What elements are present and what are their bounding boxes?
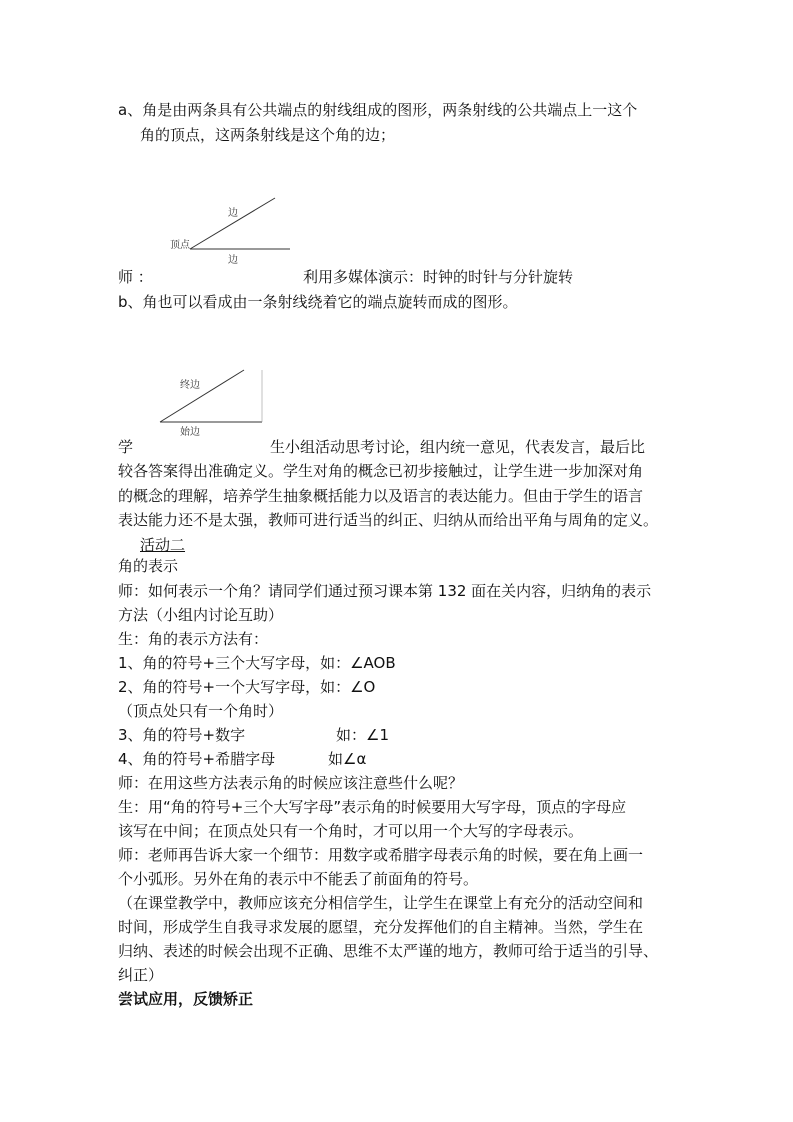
section-try-heading: 尝试应用，反馈矫正 — [118, 990, 254, 1008]
method-2: 2、角的符号+一个大写字母，如：∠O — [118, 678, 376, 696]
method-4-example: 如∠α — [328, 750, 367, 768]
student-a1: 生：角的表示方法有： — [118, 630, 269, 648]
student-a2-line2: 该写在中间；在顶点处只有一个角时，才可以用一个大写的字母表示。 — [118, 822, 584, 840]
student-para-line2: 较各答案得出准确定义。学生对角的概念已初步接触过，让学生进一步加深对角 — [118, 462, 644, 480]
remark-line2: 时间，形成学生自我寻求发展的愿望，充分发挥他们的自主精神。当然，学生在 — [118, 918, 644, 936]
student-a2-line1: 生：用“角的符号+三个大写字母”表示角的时候要用大写字母，顶点的字母应 — [118, 798, 627, 816]
activity-two-heading: 活动二 — [140, 536, 186, 554]
student-para-prefix: 学 — [118, 438, 134, 456]
para-a-line1: a、角是由两条具有公共端点的射线组成的图形，两条射线的公共端点上一这个 — [118, 101, 638, 119]
remark-line1: （在课堂教学中，教师应该充分相信学生，让学生在课堂上有充分的活动空间和 — [118, 894, 644, 912]
angle-notation-heading: 角的表示 — [118, 557, 179, 575]
remark-line3: 归纳、表述的时候会出现不正确、思维不太严谨的地方，教师可给于适当的引导、 — [118, 942, 659, 960]
angle-figure-1 — [160, 192, 300, 267]
figure1-label-side-top: 边 — [228, 208, 238, 219]
figure2-label-terminal: 终边 — [180, 380, 200, 391]
student-para-line1: 生小组活动思考讨论，组内统一意见，代表发言，最后比 — [270, 438, 646, 456]
teacher-line-prefix: 师 ： — [118, 268, 153, 286]
para-b: b、角也可以看成由一条射线绕着它的端点旋转而成的图形。 — [118, 293, 518, 311]
method-4-text: 4、角的符号+希腊字母 — [118, 750, 276, 768]
teacher-detail-line2: 个小弧形。另外在角的表示中不能丢了前面角的符号。 — [118, 870, 479, 888]
para-a-line2: 角的顶点，这两条射线是这个角的边； — [140, 126, 396, 144]
student-para-line4: 表达能力还不是太强，教师可进行适当的纠正、归纳从而给出平角与周角的定义。 — [118, 511, 659, 529]
method-3-text: 3、角的符号+数字 — [118, 726, 246, 744]
method-2-note: （顶点处只有一个角时） — [118, 702, 284, 720]
teacher-q1-line1: 师：如何表示一个角？请同学们通过预习课本第 132 面在关内容，归纳角的表示 — [118, 582, 652, 600]
teacher-line-text: 利用多媒体演示：时钟的时针与分针旋转 — [303, 268, 574, 286]
figure1-label-vertex: 顶点 — [170, 240, 190, 251]
terminal-side — [160, 370, 244, 422]
teacher-detail-line1: 师：老师再告诉大家一个细节：用数字或希腊字母表示角的时候，要在角上画一 — [118, 846, 644, 864]
teacher-q2: 师：在用这些方法表示角的时候应该注意些什么呢？ — [118, 774, 464, 792]
method-1: 1、角的符号+三个大写字母，如：∠AOB — [118, 654, 396, 672]
figure2-label-initial: 始边 — [180, 427, 200, 438]
angle-figure-2 — [150, 362, 270, 438]
method-3-example: 如：∠1 — [336, 726, 389, 744]
figure1-label-side-bottom: 边 — [228, 255, 238, 266]
teacher-q1-line2: 方法（小组内讨论互助） — [118, 606, 284, 624]
remark-line4: 纠正） — [118, 966, 164, 984]
student-para-line3: 的概念的理解，培养学生抽象概括能力以及语言的表达能力。但由于学生的语言 — [118, 487, 644, 505]
angle-side-top — [190, 198, 275, 249]
